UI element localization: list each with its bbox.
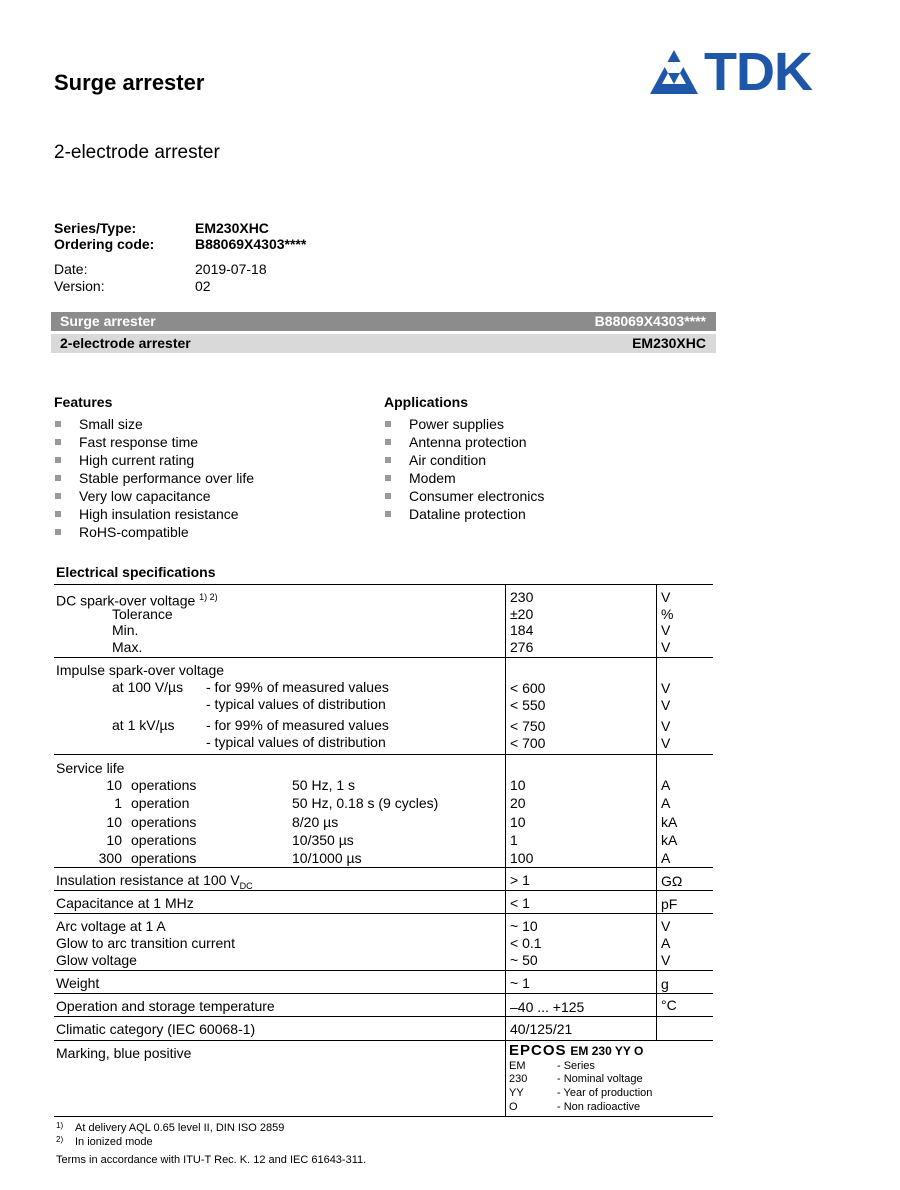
bullet-icon <box>385 475 391 481</box>
table-rule <box>54 1116 713 1117</box>
tolerance-unit: % <box>661 606 674 622</box>
terms-note: Terms in accordance with ITU-T Rec. K. 12 and IEC 61643-311. <box>56 1154 367 1166</box>
bullet-icon <box>55 511 61 517</box>
footnote-1-text: At delivery AQL 0.65 level II, DIN ISO 2859 <box>75 1122 285 1134</box>
marking-legend-value: - Nominal voltage <box>557 1073 643 1085</box>
glow-arc-label: Glow to arc transition current <box>56 935 235 951</box>
bullet-icon <box>385 421 391 427</box>
impulse-rate-100: at 100 V/µs <box>112 679 184 695</box>
date-value: 2019-07-18 <box>195 261 267 277</box>
bullet-icon <box>55 493 61 499</box>
table-rule <box>54 970 713 971</box>
table-col-rule <box>505 584 506 1116</box>
applications-heading: Applications <box>384 394 469 410</box>
tolerance-value: ±20 <box>510 606 534 622</box>
list-item: RoHS-compatible <box>55 523 355 541</box>
max-value: 276 <box>510 639 534 655</box>
glow-voltage-unit: V <box>661 952 671 968</box>
climatic-value: 40/125/21 <box>510 1021 573 1037</box>
arc-voltage-label: Arc voltage at 1 A <box>56 918 166 934</box>
tdk-logo <box>648 42 844 102</box>
ordering-value: B88069X4303**** <box>195 236 307 252</box>
temperature-unit: °C <box>661 997 677 1013</box>
marking-label: Marking, blue positive <box>56 1045 192 1061</box>
version-value: 02 <box>195 278 211 294</box>
min-label: Min. <box>112 622 139 638</box>
impulse-value: < 550 <box>510 697 546 713</box>
impulse-unit: V <box>661 735 671 751</box>
weight-value: ~ 1 <box>510 975 530 991</box>
product-bar <box>51 312 716 331</box>
type-bar-code: EM230XHC <box>632 335 706 351</box>
capacitance-unit: pF <box>661 896 678 912</box>
impulse-value: < 700 <box>510 735 546 751</box>
impulse-cond: - typical values of distribution <box>206 734 386 750</box>
list-item: Fast response time <box>55 433 355 451</box>
footnote-2 <box>56 1133 153 1151</box>
epcos-brand: EPCOS <box>509 1042 567 1059</box>
min-value: 184 <box>510 622 534 638</box>
dc-sparkover-label: DC spark-over voltage $^{1) 2)}$ <box>56 592 218 609</box>
bullet-icon <box>55 475 61 481</box>
insulation-unit: GΩ <box>661 873 683 889</box>
table-rule <box>54 913 713 914</box>
impulse-rate-1k: at 1 kV/µs <box>112 717 175 733</box>
glow-arc-unit: A <box>661 935 671 951</box>
table-rule <box>54 754 713 755</box>
marking-legend-key: YY <box>509 1087 524 1099</box>
min-unit: V <box>661 622 671 638</box>
tdk-logo-text: TDK <box>704 42 812 102</box>
table-rule <box>54 1016 713 1017</box>
list-item: Consumer electronics <box>385 487 685 505</box>
max-label: Max. <box>112 639 143 655</box>
tolerance-label: Tolerance <box>112 606 173 622</box>
weight-unit: g <box>661 976 669 992</box>
table-rule <box>54 1040 713 1041</box>
features-list <box>55 415 355 541</box>
page-title: Surge arrester <box>54 70 205 95</box>
bullet-icon <box>55 439 61 445</box>
bullet-icon <box>55 457 61 463</box>
climatic-label: Climatic category (IEC 60068-1) <box>56 1021 256 1037</box>
list-item: Small size <box>55 415 355 433</box>
marking-code-text: EM 230 YY O <box>570 1044 644 1058</box>
applications-list <box>385 415 685 523</box>
list-item: Dataline protection <box>385 505 685 523</box>
impulse-unit: V <box>661 697 671 713</box>
marking-legend-value: - Year of production <box>557 1087 653 1099</box>
list-item: Modem <box>385 469 685 487</box>
service-life-label: Service life <box>56 760 125 776</box>
impulse-cond: - for 99% of measured values <box>206 717 389 733</box>
table-rule <box>54 993 713 994</box>
list-item: Stable performance over life <box>55 469 355 487</box>
impulse-cond: - for 99% of measured values <box>206 679 389 695</box>
bullet-icon <box>385 439 391 445</box>
table-rule <box>54 657 713 658</box>
marking-legend-key: 230 <box>509 1073 528 1085</box>
impulse-unit: V <box>661 718 671 734</box>
type-bar <box>51 334 716 353</box>
glow-voltage-value: ~ 50 <box>510 952 538 968</box>
max-unit: V <box>661 639 671 655</box>
arc-voltage-unit: V <box>661 918 671 934</box>
marking-legend-key: O <box>509 1101 518 1113</box>
glow-arc-value: < 0.1 <box>510 935 542 951</box>
spec-heading: Electrical specifications <box>56 564 216 580</box>
tdk-logo-icon <box>648 48 700 98</box>
product-bar-name: Surge arrester <box>60 313 156 329</box>
marking-legend-value: - Non radioactive <box>557 1101 641 1113</box>
series-label: Series/Type: <box>54 220 137 236</box>
version-label: Version: <box>54 278 105 294</box>
list-item: Air condition <box>385 451 685 469</box>
ordering-label: Ordering code: <box>54 236 155 252</box>
temperature-label: Operation and storage temperature <box>56 998 275 1014</box>
list-item: Antenna protection <box>385 433 685 451</box>
list-item: High current rating <box>55 451 355 469</box>
type-bar-name: 2-electrode arrester <box>60 335 191 351</box>
bullet-icon <box>55 529 61 535</box>
table-col-rule <box>656 584 657 1040</box>
insulation-label: Insulation resistance at 100 $V_{DC}$ <box>56 872 253 891</box>
product-bar-code: B88069X4303**** <box>594 313 706 329</box>
list-item: Power supplies <box>385 415 685 433</box>
impulse-value: < 750 <box>510 718 546 734</box>
features-heading: Features <box>54 394 113 410</box>
weight-label: Weight <box>56 975 100 991</box>
impulse-label: Impulse spark-over voltage <box>56 662 225 678</box>
arc-voltage-value: ~ 10 <box>510 918 538 934</box>
marking-legend-value: - Series <box>557 1060 595 1072</box>
date-label: Date: <box>54 261 88 277</box>
footnote-1-mark: 1) <box>56 1121 64 1130</box>
impulse-unit: V <box>661 680 671 696</box>
impulse-cond: - typical values of distribution <box>206 696 386 712</box>
table-rule <box>54 584 713 585</box>
marking-legend-key: EM <box>509 1060 526 1072</box>
temperature-value: –40 ... +125 <box>510 999 585 1015</box>
insulation-value: > 1 <box>510 872 530 888</box>
footnote-2-text: In ionized mode <box>75 1136 153 1148</box>
bullet-icon <box>385 493 391 499</box>
list-item: High insulation resistance <box>55 505 355 523</box>
dc-sparkover-unit: V <box>661 589 671 605</box>
capacitance-label: Capacitance at 1 MHz <box>56 895 194 911</box>
series-value: EM230XHC <box>195 220 269 236</box>
impulse-value: < 600 <box>510 680 546 696</box>
bullet-icon <box>55 421 61 427</box>
capacitance-value: < 1 <box>510 895 530 911</box>
table-rule <box>54 867 713 868</box>
footnote-2-mark: 2) <box>56 1135 64 1144</box>
dc-sparkover-value: 230 <box>510 589 534 605</box>
glow-voltage-label: Glow voltage <box>56 952 137 968</box>
bullet-icon <box>385 457 391 463</box>
marking-code <box>509 1042 643 1059</box>
bullet-icon <box>385 511 391 517</box>
list-item: Very low capacitance <box>55 487 355 505</box>
page-subtitle: 2-electrode arrester <box>54 142 220 163</box>
